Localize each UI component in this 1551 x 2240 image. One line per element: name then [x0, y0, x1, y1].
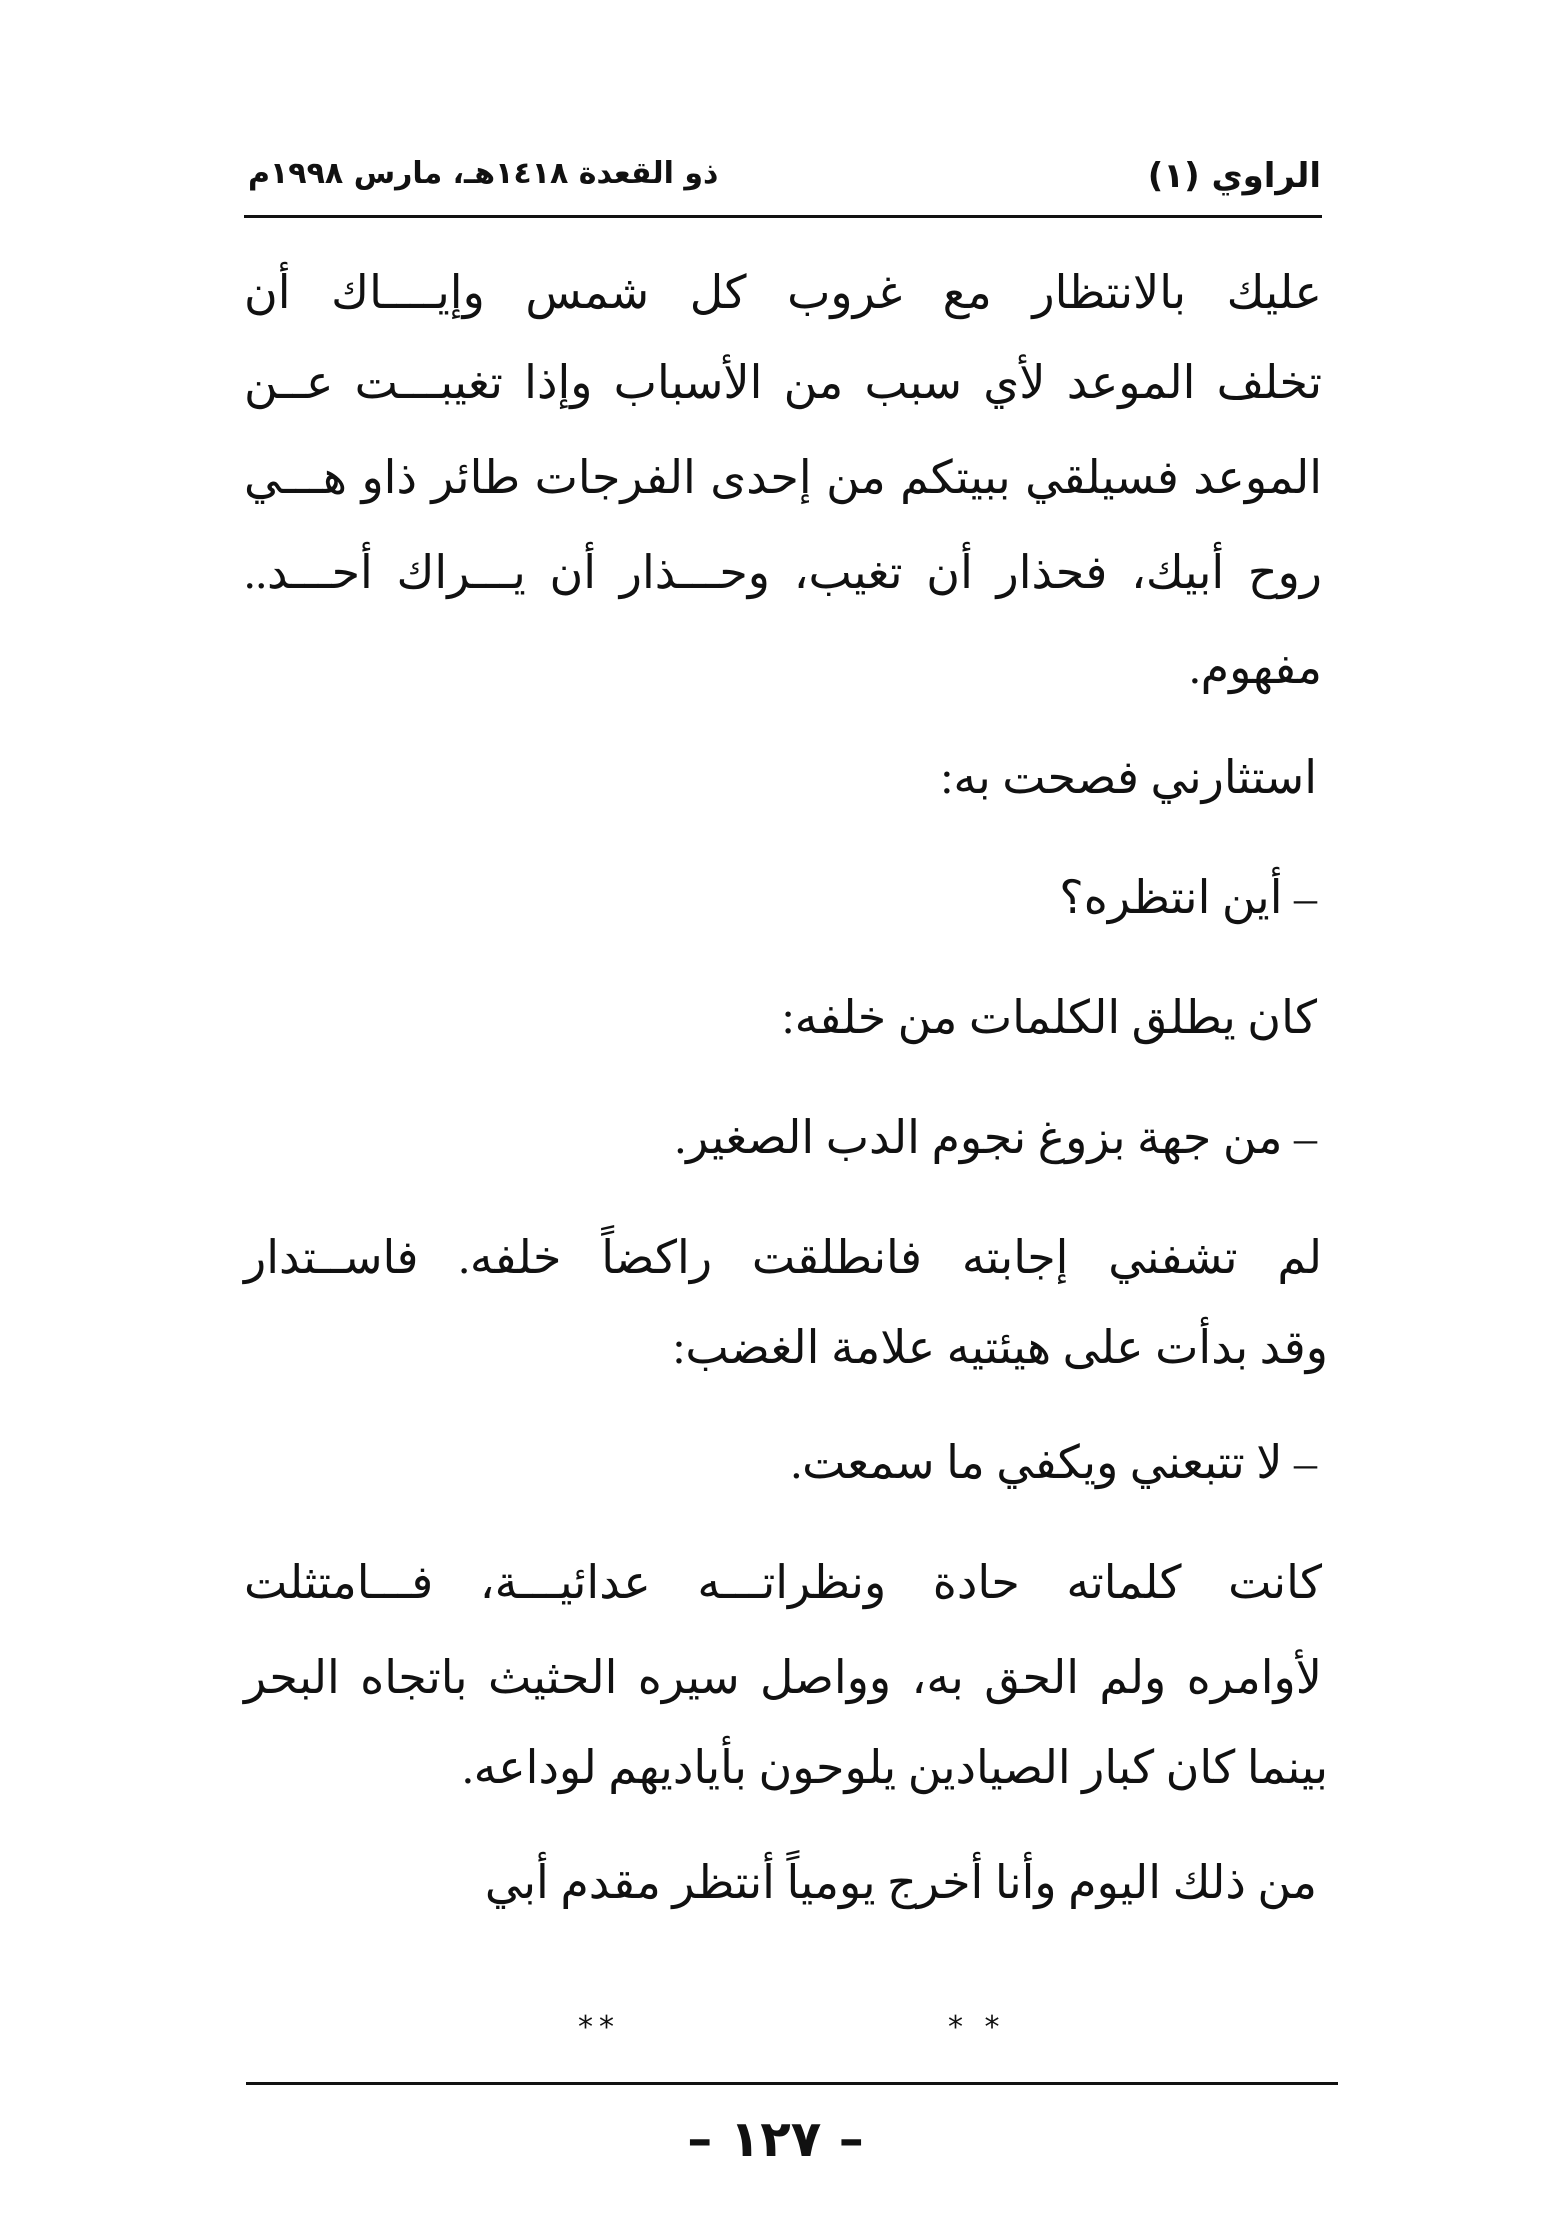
- dialogue-line: – لا تتبعني ويكفي ما سمعت.: [790, 1437, 1317, 1488]
- text-line: من ذلك اليوم وأنا أخرج يومياً أنتظر مقدم أبي: [484, 1857, 1317, 1908]
- text-line: وقد بدأت على هيئتيه علامة الغضب:: [672, 1322, 1328, 1373]
- text-line: عليك بالانتظار مع غروب كل شمس وإيــــاك أن: [244, 267, 1322, 318]
- page-number: – ١٢٧ –: [687, 2110, 864, 2168]
- book-title: الراوي (١): [1147, 156, 1321, 196]
- text-line: الموعد فسيلقي ببيتكم من إحدى الفرجات طائر ذاو هـــي: [244, 452, 1322, 503]
- running-header: [248, 150, 1321, 210]
- section-separator-left: **: [578, 2010, 620, 2045]
- text-line: مفهوم.: [1189, 642, 1322, 693]
- text-line: كانت كلماته حادة ونظراتـــه عدائيـــة، فـــامتثلت: [244, 1557, 1322, 1608]
- text-line: روح أبيك، فحذار أن تغيب، وحـــذار أن يـــراك أحـــد..: [244, 547, 1322, 598]
- text-line: تخلف الموعد لأي سبب من الأسباب وإذا تغيبـــت عــن: [244, 357, 1322, 408]
- text-line: لأوامره ولم الحق به، وواصل سيره الحثيث باتجاه البحر: [244, 1652, 1322, 1703]
- text-line: استثارني فصحت به:: [940, 752, 1317, 803]
- dialogue-line: – من جهة بزوغ نجوم الدب الصغير.: [674, 1112, 1317, 1163]
- footer-divider: [246, 2082, 1338, 2085]
- text-line: كان يطلق الكلمات من خلفه:: [781, 992, 1317, 1043]
- text-line: لم تشفني إجابته فانطلقت راكضاً خلفه. فاســتدار: [244, 1232, 1322, 1283]
- section-separator-right: * *: [948, 2010, 1006, 2045]
- issue-date: ذو القعدة ١٤١٨هـ، مارس ١٩٩٨م: [248, 156, 719, 191]
- header-divider: [244, 215, 1322, 218]
- text-line: بينما كان كبار الصيادين يلوحون بأياديهم لوداعه.: [462, 1742, 1328, 1793]
- dialogue-line: – أين انتظره؟: [1059, 872, 1317, 923]
